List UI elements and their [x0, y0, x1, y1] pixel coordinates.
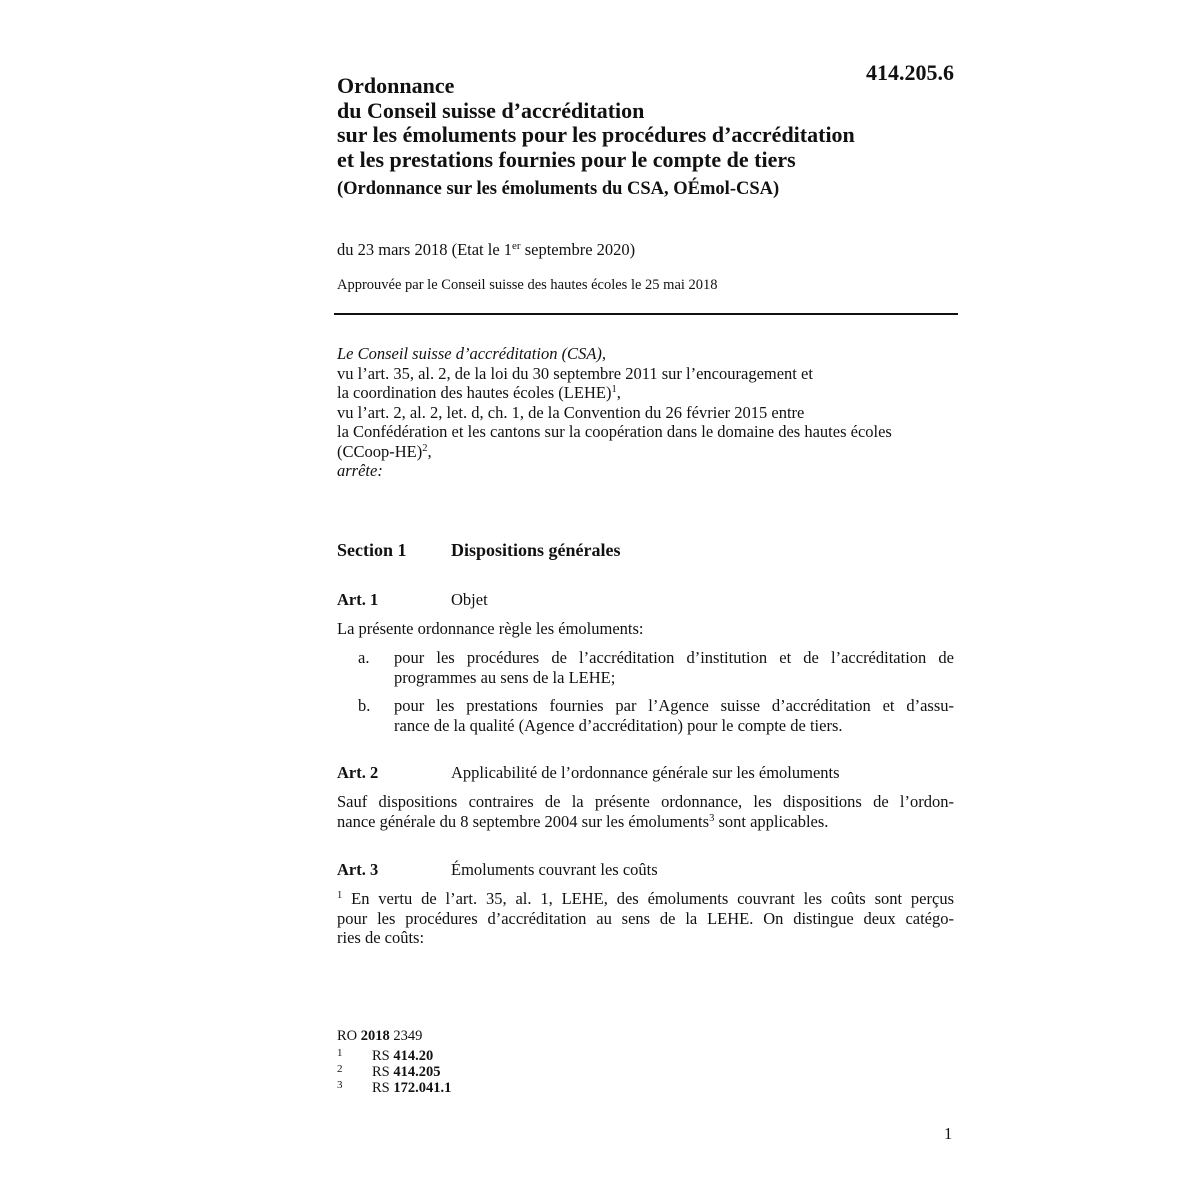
- header-divider: [334, 313, 958, 315]
- list-line: programmes au sens de la LEHE;: [394, 667, 616, 687]
- paragraph-line: ries de coûts:: [337, 928, 425, 947]
- list-marker: a.: [358, 648, 370, 667]
- footnote-ref-3[interactable]: 3: [709, 812, 715, 824]
- list-marker: b.: [358, 696, 371, 715]
- ro-year: 2018: [360, 1028, 390, 1044]
- article-1-number: Art. 1: [337, 590, 379, 609]
- date-superscript: er: [512, 240, 521, 252]
- preamble-line: [337, 383, 892, 403]
- article-3-number: Art. 3: [337, 860, 379, 879]
- footnote-ref-1[interactable]: 1: [611, 384, 617, 395]
- preamble-text: la coordination des hautes écoles (LEHE): [337, 383, 612, 402]
- footnote-number: 3: [337, 1079, 343, 1091]
- footnote-number: 2: [337, 1063, 343, 1075]
- document-number: 414.205.6: [866, 60, 954, 85]
- footnote-ref: 414.205: [393, 1064, 441, 1080]
- date-suffix: septembre 2020): [520, 240, 636, 259]
- paragraph-line: [337, 812, 954, 832]
- footnote-number: 1: [337, 1047, 343, 1059]
- preamble-line: la Confédération et les cantons sur la coopération dans le domaine des hautes écoles: [337, 422, 892, 441]
- preamble-punct: ,: [616, 383, 621, 402]
- preamble-authority: Le Conseil suisse d’accréditation (CSA),: [337, 344, 607, 363]
- list-text: [394, 696, 954, 735]
- date-prefix: du 23 mars 2018 (Etat le 1: [337, 240, 513, 259]
- article-1-intro: La présente ordonnance règle les émoluments:: [337, 619, 644, 638]
- footnote-prefix: RS: [372, 1064, 394, 1080]
- article-2-text: [337, 792, 954, 831]
- footnote-prefix: RS: [372, 1080, 394, 1096]
- preamble-line: vu l’art. 2, al. 2, let. d, ch. 1, de la Convention du 26 février 2015 entre: [337, 402, 805, 422]
- article-1-title: Objet: [451, 590, 488, 609]
- ro-page: 2349: [389, 1028, 423, 1044]
- approval-note: Approuvée par le Conseil suisse des hautes écoles le 25 mai 2018: [337, 277, 718, 293]
- article-2-number: Art. 2: [337, 763, 379, 782]
- list-line: pour les procédures de l’accréditation d’institution et de l’accréditation de: [394, 648, 954, 667]
- paragraph-text: sont applicables.: [714, 811, 829, 831]
- list-text: [394, 648, 954, 687]
- preamble-punct: ,: [427, 441, 432, 461]
- section-number: Section 1: [337, 540, 407, 560]
- title-line: sur les émoluments pour les procédures d’accréditation: [337, 122, 855, 147]
- document-date: [337, 240, 635, 260]
- paragraph-text: En vertu de l’art. 35, al. 1, LEHE, des émoluments couvrant les coûts sont perçus: [342, 889, 954, 908]
- ro-prefix: RO: [337, 1028, 361, 1044]
- list-line: pour les prestations fournies par l’Agence suisse d’accréditation et d’assu-: [394, 696, 954, 715]
- page-number: 1: [944, 1124, 953, 1143]
- list-line: rance de la qualité (Agence d’accréditation) pour le compte de tiers.: [394, 715, 843, 735]
- document-subtitle: (Ordonnance sur les émoluments du CSA, OÉmol-CSA): [337, 179, 780, 199]
- preamble-decree: arrête:: [337, 461, 383, 480]
- preamble: [337, 344, 892, 481]
- article-2-title: Applicabilité de l’ordonnance générale sur les émoluments: [451, 763, 840, 782]
- footnote-text: [372, 1048, 433, 1064]
- title-line: et les prestations fournies pour le compte de tiers: [337, 146, 796, 172]
- official-compilation-ref: [337, 1028, 422, 1045]
- preamble-line: [337, 442, 892, 462]
- title-line: Ordonnance: [337, 73, 455, 98]
- paragraph-line: pour les procédures d’accréditation au sens de la LEHE. On distingue deux catégo-: [337, 908, 954, 928]
- footnote-text: [372, 1080, 451, 1096]
- paragraph-text: nance générale du 8 septembre 2004 sur les émoluments: [337, 811, 710, 831]
- article-3-text: [337, 889, 954, 948]
- title-line: du Conseil suisse d’accréditation: [337, 97, 645, 123]
- footnote-prefix: RS: [372, 1048, 394, 1064]
- preamble-line: vu l’art. 35, al. 2, de la loi du 30 septembre 2011 sur l’encouragement et: [337, 363, 813, 383]
- footnote-text: [372, 1064, 441, 1080]
- paragraph-number: 1: [337, 890, 343, 901]
- footnote-ref-2[interactable]: 2: [422, 442, 428, 454]
- footnote-ref: 414.20: [393, 1048, 434, 1064]
- document-title: [337, 74, 855, 172]
- paragraph-line: Sauf dispositions contraires de la présente ordonnance, les dispositions de l’ordon-: [337, 792, 954, 811]
- paragraph-line: [337, 889, 954, 909]
- section-title: Dispositions générales: [451, 540, 621, 560]
- article-3-title: Émoluments couvrant les coûts: [451, 860, 658, 879]
- preamble-text: (CCoop-HE): [337, 441, 423, 461]
- footnote-ref: 172.041.1: [393, 1080, 452, 1096]
